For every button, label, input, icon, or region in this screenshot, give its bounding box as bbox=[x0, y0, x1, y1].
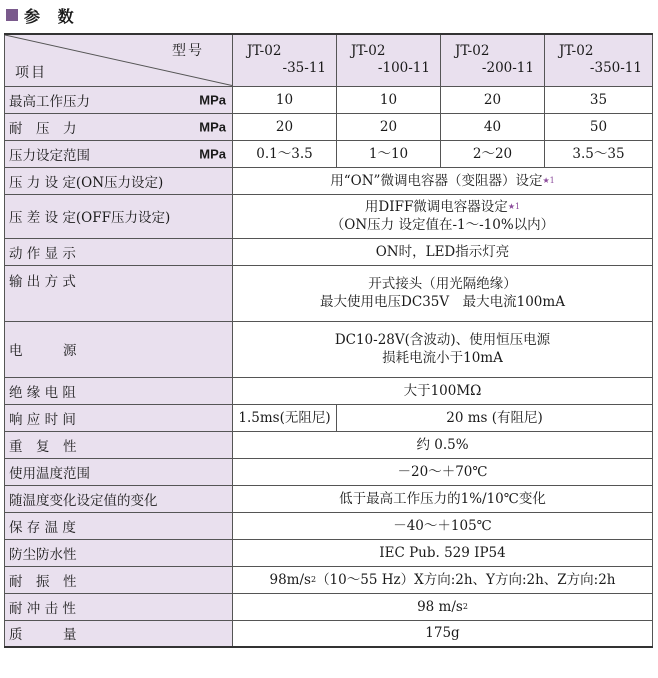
model-header-label: 型号 bbox=[172, 43, 204, 59]
row-label-cell: 随温度变化设定值的变化 bbox=[5, 485, 233, 512]
section-heading bbox=[6, 4, 80, 26]
value-cell: 40 bbox=[441, 113, 545, 140]
value-text: 98m/s bbox=[269, 571, 311, 588]
row-label-cell bbox=[5, 113, 233, 140]
value-cell: 35 bbox=[545, 86, 653, 113]
value-cell bbox=[233, 593, 653, 620]
footnote-marker: ★1 bbox=[507, 202, 521, 211]
model-header-cell bbox=[233, 34, 337, 86]
table-row bbox=[5, 377, 653, 404]
value-cell: IEC Pub. 529 IP54 bbox=[233, 539, 653, 566]
value-cell: 10 bbox=[233, 86, 337, 113]
model-name: JT-02 bbox=[559, 43, 594, 60]
table-row bbox=[5, 140, 653, 167]
value-cell: 0.1～3.5 bbox=[233, 140, 337, 167]
table-row bbox=[5, 620, 653, 647]
value-text: （10～55 Hz）X方向:2h、Y方向:2h、Z方向:2h bbox=[316, 571, 616, 588]
row-label-cell: 耐 冲 击 性 bbox=[5, 593, 233, 620]
value-text: 开式接头（用光隔绝缘） bbox=[368, 276, 517, 292]
model-header-cell bbox=[545, 34, 653, 86]
table-row bbox=[5, 167, 653, 194]
footnote-marker: ★1 bbox=[542, 175, 555, 185]
table-row bbox=[5, 431, 653, 458]
value-cell bbox=[233, 265, 653, 321]
model-suffix: -200-11 bbox=[481, 60, 534, 77]
spec-table bbox=[4, 33, 653, 648]
row-label-cell bbox=[5, 140, 233, 167]
value-cell: 20 bbox=[441, 86, 545, 113]
row-label: 最高工作压力 bbox=[9, 93, 90, 110]
unit-label: MPa bbox=[199, 119, 226, 134]
value-cell: 10 bbox=[337, 86, 441, 113]
table-row bbox=[5, 485, 653, 512]
value-cell: 20 bbox=[337, 113, 441, 140]
value-cell bbox=[233, 167, 653, 194]
row-label-cell: 输 出 方 式 bbox=[5, 265, 233, 321]
table-row bbox=[5, 86, 653, 113]
value-text: 用DIFF微调电容器设定 bbox=[364, 199, 508, 215]
unit-label: MPa bbox=[199, 146, 226, 161]
value-cell: 2～20 bbox=[441, 140, 545, 167]
row-label-cell: 动 作 显 示 bbox=[5, 238, 233, 265]
model-name: JT-02 bbox=[247, 43, 282, 60]
table-row bbox=[5, 458, 653, 485]
value-cell: 20 bbox=[233, 113, 337, 140]
table-row bbox=[5, 238, 653, 265]
table-row bbox=[5, 265, 653, 321]
table-row bbox=[5, 321, 653, 377]
value-cell bbox=[233, 566, 653, 593]
value-cell: －40～＋105℃ bbox=[233, 512, 653, 539]
row-label-cell: 防尘防水性 bbox=[5, 539, 233, 566]
value-cell: 1～10 bbox=[337, 140, 441, 167]
table-header-row bbox=[5, 34, 653, 86]
header-corner-cell bbox=[5, 34, 233, 86]
model-name: JT-02 bbox=[455, 43, 490, 60]
row-label-cell: 使用温度范围 bbox=[5, 458, 233, 485]
value-text: 用“ON”微调电容器（变阻器）设定 bbox=[330, 172, 543, 189]
table-row bbox=[5, 512, 653, 539]
value-cell bbox=[233, 194, 653, 238]
table-row bbox=[5, 404, 653, 431]
value-text: 损耗电流小于10mA bbox=[382, 350, 503, 366]
square-bullet-icon bbox=[6, 9, 18, 21]
value-cell: －20～＋70℃ bbox=[233, 458, 653, 485]
model-header-cell bbox=[441, 34, 545, 86]
model-suffix: -350-11 bbox=[589, 60, 642, 77]
value-text: 最大使用电压DC35V 最大电流100mA bbox=[320, 294, 565, 310]
row-label-cell: 压 差 设 定(OFF压力设定) bbox=[5, 194, 233, 238]
model-suffix: -35-11 bbox=[282, 60, 326, 77]
value-text: 98 m/s bbox=[417, 598, 463, 615]
table-row bbox=[5, 593, 653, 620]
value-text: DC10-28V(含波动)、使用恒压电源 bbox=[334, 332, 551, 348]
row-label-cell: 耐 振 性 bbox=[5, 566, 233, 593]
value-cell bbox=[233, 321, 653, 377]
table-row bbox=[5, 113, 653, 140]
value-cell: 175g bbox=[233, 620, 653, 647]
superscript: 2 bbox=[310, 574, 317, 584]
value-cell: 1.5ms(无阻尼) bbox=[233, 404, 337, 431]
section-title: 参 数 bbox=[24, 6, 80, 26]
row-label-cell: 质 量 bbox=[5, 620, 233, 647]
superscript: 2 bbox=[462, 601, 468, 611]
row-label-cell: 电 源 bbox=[5, 321, 233, 377]
value-cell: 低于最高工作压力的1%/10℃变化 bbox=[233, 485, 653, 512]
model-suffix: -100-11 bbox=[377, 60, 430, 77]
row-label-cell: 响 应 时 间 bbox=[5, 404, 233, 431]
value-cell: 50 bbox=[545, 113, 653, 140]
row-label-cell bbox=[5, 86, 233, 113]
table-row bbox=[5, 539, 653, 566]
value-cell: 大于100MΩ bbox=[233, 377, 653, 404]
value-cell: 3.5～35 bbox=[545, 140, 653, 167]
row-label-cell: 压 力 设 定(ON压力设定) bbox=[5, 167, 233, 194]
table-row bbox=[5, 194, 653, 238]
value-cell: 20 ms (有阻尼) bbox=[337, 404, 653, 431]
value-text: （ON压力 设定值在-1～-10%以内） bbox=[330, 217, 555, 233]
table-row bbox=[5, 566, 653, 593]
model-header-cell bbox=[337, 34, 441, 86]
row-label-cell: 保 存 温 度 bbox=[5, 512, 233, 539]
row-label: 压力设定范围 bbox=[9, 147, 90, 164]
value-cell: ON时，LED指示灯亮 bbox=[233, 238, 653, 265]
item-header-label: 项目 bbox=[15, 64, 47, 81]
row-label-cell: 重 复 性 bbox=[5, 431, 233, 458]
value-cell: 约 0.5% bbox=[233, 431, 653, 458]
unit-label: MPa bbox=[199, 92, 226, 107]
row-label-cell: 绝 缘 电 阻 bbox=[5, 377, 233, 404]
row-label: 耐 压 力 bbox=[9, 120, 77, 137]
model-name: JT-02 bbox=[351, 43, 386, 60]
